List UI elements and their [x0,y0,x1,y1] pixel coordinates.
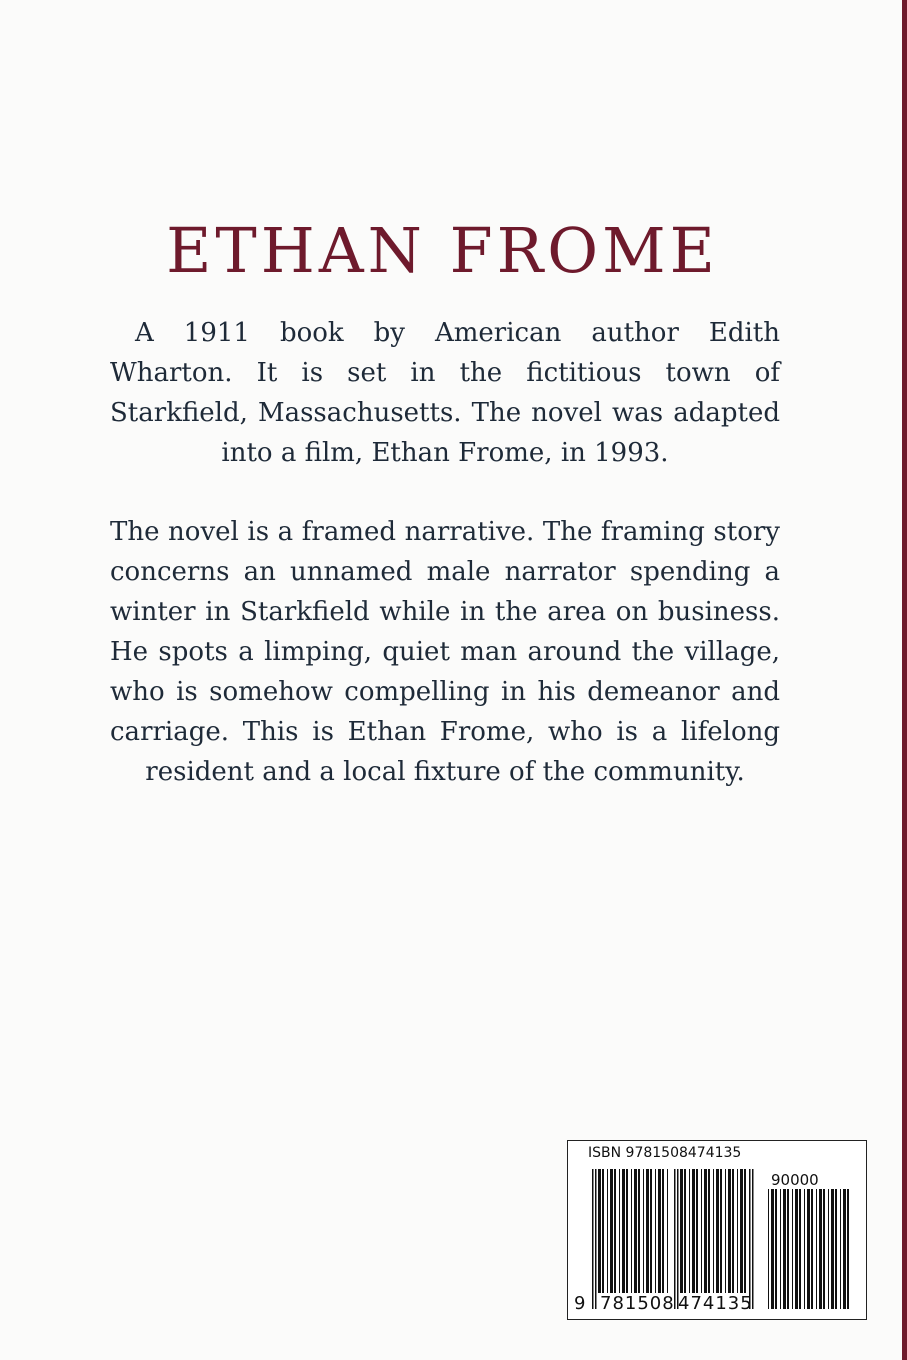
blurb-paragraph-2: The novel is a framed narrative. The framing story concerns an unnamed male narrator spending a winter in Starkfield while in the area on business. He spots a limping, quiet man around the village, who is somehow compelling in his demeanor and carriage. This is Ethan Frome, who is a lifelong resident and a local fixture of the community. [110,517,780,787]
isbn-barcode-block [567,1140,867,1320]
blurb-paragraph-1: A 1911 book by American author Edith Wharton. It is set in the fictitious town of Starkfield, Massachusetts. The novel was adapted into a film, Ethan Frome, in 1993. [110,318,780,468]
barcode-lead-digit: 9 [574,1293,587,1314]
price-code: 90000 [771,1171,819,1189]
barcode-digits-left: 781508 [600,1293,675,1314]
barcode-digits-right: 474135 [678,1293,753,1314]
isbn-label: ISBN 9781508474135 [588,1145,742,1161]
spine-edge [902,0,907,1360]
book-title: ETHAN FROME [166,213,719,287]
